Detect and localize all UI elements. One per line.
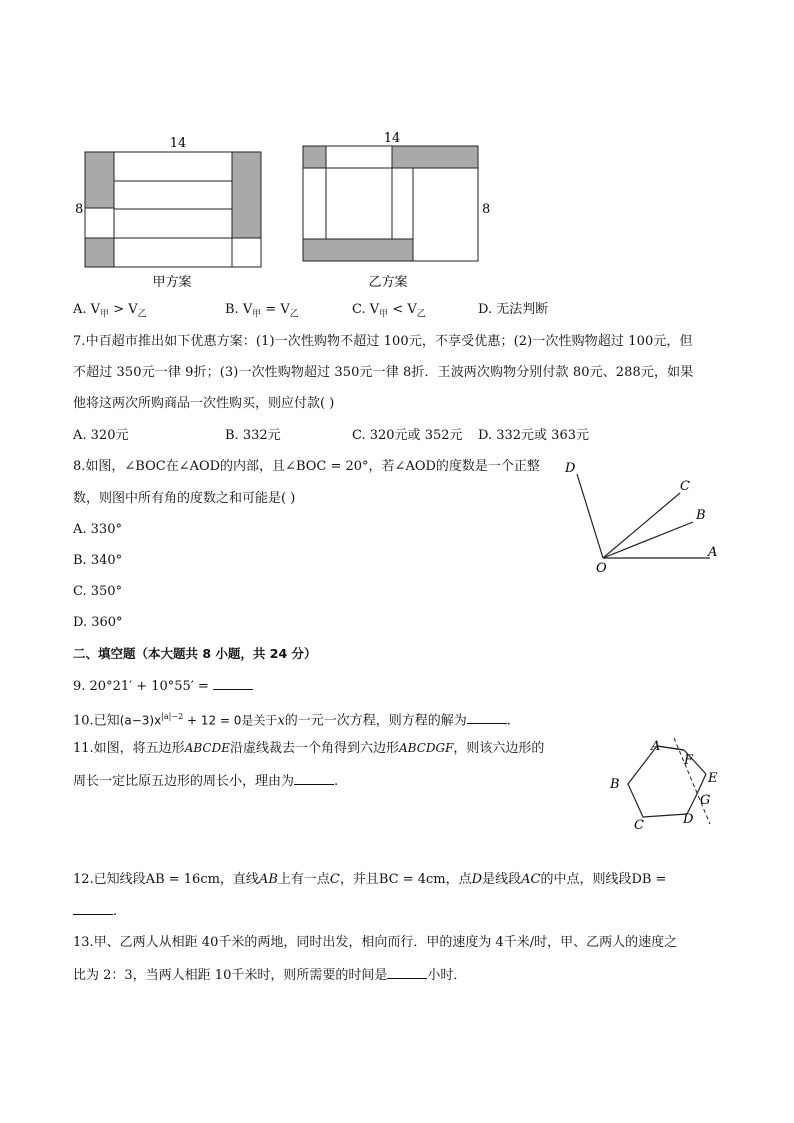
plan-jia-diagram xyxy=(85,152,261,267)
q8-option-b: B. 340° xyxy=(73,553,123,568)
point-b-label: B xyxy=(696,508,706,523)
pent-b-label: B xyxy=(610,777,620,792)
q6-option-c: C. $V_甲 < V_乙$ xyxy=(352,302,426,320)
q13-line1: 13.甲、乙两人从相距 40千米的两地，同时出发，相向而行．甲的速度为 4千米/时，甲、乙两人的速度之 xyxy=(73,935,678,950)
pent-f-label: F xyxy=(684,753,694,768)
q9: 9. 20°21′ + 10°55′ = xyxy=(73,677,253,696)
q7-option-c: C. 320元或 352元 xyxy=(352,428,463,443)
q8-line1: 8.如图，∠BOC在∠AOD的内部，且∠BOC = 20°，若∠AOD的度数是一个正整 xyxy=(73,459,540,474)
q8-option-c: C. 350° xyxy=(73,584,123,599)
q11-blank xyxy=(294,772,334,785)
q12-line2: . xyxy=(73,902,117,921)
q13-line2: 比为 2：3，当两人相距 10千米时，则所需要的时间是 小时． xyxy=(73,968,467,983)
q7-option-a: A. 320元 xyxy=(73,428,129,443)
q11-pentagon-figure xyxy=(600,734,730,834)
left-height-label: 8 xyxy=(75,202,84,217)
q11-line2: 周长一定比原五边形的周长小，理由为 . xyxy=(73,774,339,789)
pent-c-label: C xyxy=(634,818,644,833)
q10-blank xyxy=(467,711,507,724)
q12-blank xyxy=(73,902,113,915)
left-width-label: 14 xyxy=(169,136,187,151)
left-caption: 甲方案 xyxy=(152,275,192,290)
q6-option-d: D. 无法判断 xyxy=(478,302,549,317)
q10: 10.已知$(a-3)x^{|a|-2} + 12 = 0$是关于x的一元一次方程，则方程的解为 . xyxy=(73,712,511,729)
q7-line3: 他将这两次所购商品一次性购买，则应付款( ) xyxy=(73,396,335,411)
right-height-label: 8 xyxy=(482,202,490,217)
q7-option-b: B. 332元 xyxy=(225,428,281,443)
q9-blank xyxy=(213,677,253,690)
q6-figure xyxy=(70,128,490,290)
q11-line1: 11.如图，将五边形ABCDE沿虚线裁去一个角得到六边形ABCDGF，则该六边形的 xyxy=(73,741,545,756)
pent-d-label: D xyxy=(683,812,694,827)
q13-blank xyxy=(387,966,427,979)
point-a-label: A xyxy=(708,545,718,560)
plan-yi-diagram xyxy=(303,146,478,261)
pent-g-label: G xyxy=(700,793,711,808)
pent-a-label: A xyxy=(651,739,661,754)
section-2-title: 二、填空题（本大题共 8 小题，共 24 分） xyxy=(73,646,317,661)
right-width-label: 14 xyxy=(383,131,401,146)
q12-line1: 12.已知线段AB = 16cm，直线AB上有一点C，并且BC = 4cm，点D是线段AC的中点，则线段DB = xyxy=(73,872,667,887)
q6-option-a: A. $V_甲 > V_乙$ xyxy=(73,302,147,320)
q8-line2: 数，则图中所有角的度数之和可能是( ) xyxy=(73,491,296,506)
q7-line1: 7.中百超市推出如下优惠方案：(1)一次性购物不超过 100元，不享受优惠；(2)一次性购物超过 100元，但 xyxy=(73,334,693,349)
right-caption: 乙方案 xyxy=(368,275,408,290)
q8-option-a: A. 330° xyxy=(73,522,122,537)
q8-angle-figure xyxy=(560,456,730,578)
point-d-label: D xyxy=(565,461,576,476)
q7-option-d: D. 332元或 363元 xyxy=(478,428,589,443)
q7-line2: 不超过 350元一律 9折；(3)一次性购物超过 350元一律 8折．王波两次购物分别付款 80元、288元，如果 xyxy=(73,365,694,380)
point-o-label: O xyxy=(596,561,607,576)
pent-e-label: E xyxy=(708,771,718,786)
q6-option-b: B. $V_甲 = V_乙$ xyxy=(225,302,299,320)
point-c-label: C xyxy=(680,479,690,494)
q8-option-d: D. 360° xyxy=(73,615,123,630)
